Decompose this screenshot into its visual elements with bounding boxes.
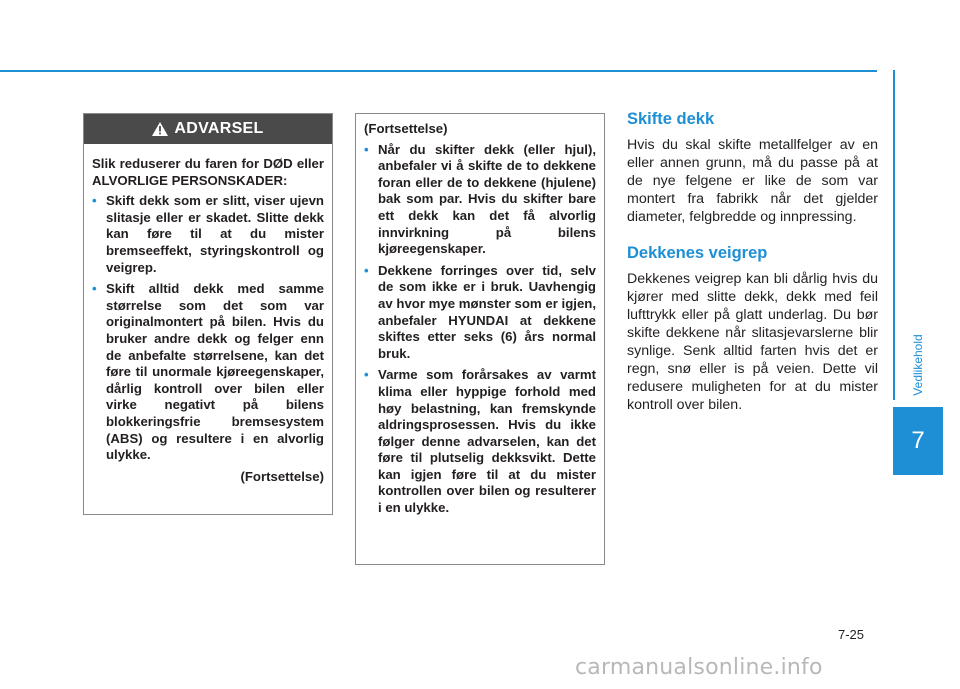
continuation-box <box>355 113 605 565</box>
warning-bullet <box>92 281 324 464</box>
warning-box <box>83 113 333 515</box>
warning-bullet <box>92 193 324 276</box>
continuation-bullet-text: Dekkene forringes over tid, selv de som ikke er i bruk. Uavhengig av hvor mye mønster som er igjen, anbefaler HYUNDAI at dekkene skiftes etter seks (6) års normal bruk. <box>378 262 596 361</box>
chapter-tab[interactable]: 7 <box>893 407 943 475</box>
warning-title: ADVARSEL <box>174 119 264 137</box>
continued-label: (Fortsettelse) <box>240 468 324 484</box>
bullet-icon: • <box>364 367 369 383</box>
section-heading: Skifte dekk <box>627 110 715 128</box>
bullet-icon: • <box>92 281 97 297</box>
section-heading: Dekkenes veigrep <box>627 244 768 262</box>
section-label: Vedlikehold <box>911 334 925 396</box>
section-text: Dekkenes veigrep kan bli dårlig hvis du kjører med slitte dekk, dekk med feil lufttrykk eller på glatt underlag. Du bør skifte dekkene når slitasjevarslerne blir synlige. Senk alltid farten hvis det er regn, snø eller is på veien. Dette vil redusere muligheten for at du mister kontroll over bilen. <box>627 271 878 413</box>
text-column <box>627 110 878 432</box>
warning-bullet-text: Skift alltid dekk med samme størrelse som det som var originalmontert på bilen. Hvis du bruker andre dekk og felger enn de anbefalte størrelsene, kan det føre til unormale kjøreegenskaper, dårlig kontroll over bilen eller virke negativt på bilens blokkeringsfrie bremsesystem (ABS) og resultere i en alvorlig ulykke. <box>106 281 324 463</box>
continuation-label: (Fortsettelse) <box>364 121 448 136</box>
warning-bullet-text: Skift dekk som er slitt, viser ujevn slitasje eller er skadet. Slitte dekk kan føre til at du mister bremseeffekt, styringskontroll og veigrep. <box>106 193 324 275</box>
section-text: Hvis du skal skifte metallfelger av en eller annen grunn, må du passe på at de nye felgene er like de som var montert fra fabrikk når det gjelder diameter, felgbredde og innpressing. <box>627 137 878 225</box>
bullet-icon: • <box>364 262 369 278</box>
top-rule <box>0 70 877 72</box>
bullet-icon: • <box>364 141 369 157</box>
continuation-bullet-text: Varme som forårsakes av varmt klima eller hyppige forhold med høy belastning, kan fremskynde aldringsprosessen. Hvis du ikke følger denne advarselen, kan det føre til plutselig dekksvikt. Dette kan igjen føre til at du mister kontrollen over bilen og resulterer i en ulykke. <box>378 367 596 516</box>
warning-intro: Slik reduserer du faren for DØD eller ALVORLIGE PERSONSKADER: <box>92 156 324 188</box>
continuation-bullet <box>364 142 596 258</box>
continuation-bullet <box>364 367 596 516</box>
warning-header <box>84 114 332 144</box>
continuation-bullet <box>364 263 596 363</box>
warning-triangle-icon <box>152 122 168 136</box>
bullet-icon: • <box>92 193 97 209</box>
continuation-bullet-text: Når du skifter dekk (eller hjul), anbefaler vi å skifte de to dekkene foran eller de to dekkene (hjulene) bak som par. Hvis du skifter bare ett dekk kan det få alvorlig innvirkning på bilens kjøreegenskaper. <box>378 141 596 257</box>
watermark: carmanualsonline.info <box>575 655 823 680</box>
page-number: 7-25 <box>838 627 865 642</box>
